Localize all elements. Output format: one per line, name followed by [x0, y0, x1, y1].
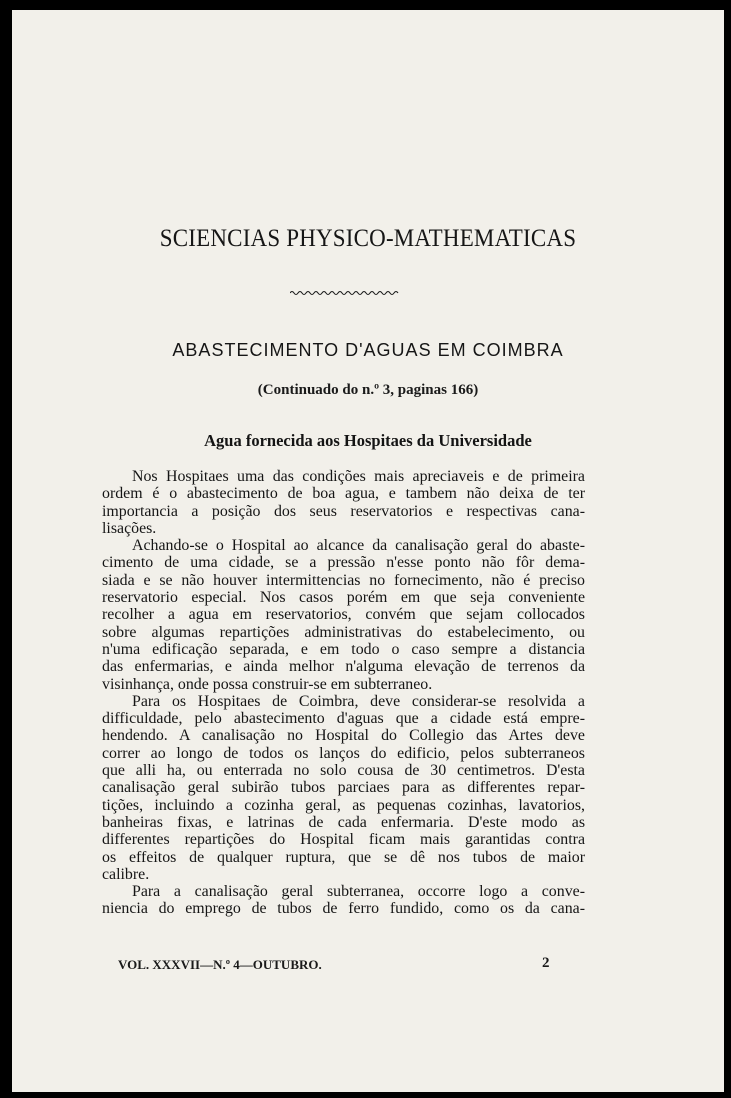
volume-footer: VOL. XXXVII—N.º 4—OUTUBRO. — [118, 957, 322, 972]
body-line: tições, incluindo a cozinha geral, as pequenas cozinhas, lavatorios, — [102, 796, 585, 814]
article-title: ABASTECIMENTO D'AGUAS EM COIMBRA — [172, 340, 564, 360]
body-line: hendendo. A canalisação no Hospital do Collegio das Artes deve — [102, 727, 585, 745]
body-line: banheiras fixas, e latrinas de cada enfermaria. D'este modo as — [102, 813, 585, 831]
body-line: canalisação geral subirão tubos parciaes para as differentes repar- — [102, 779, 585, 797]
body-line: importancia a posição dos seus reservatorios e respectivas cana- — [102, 502, 585, 520]
body-line: differentes repartições do Hospital ficam mais garantidas contra — [102, 831, 585, 849]
section-title: SCIENCIAS PHYSICO-MATHEMATICAS — [159, 225, 577, 252]
body-line: Para a canalisação geral subterranea, occorre logo a conve- — [132, 883, 585, 901]
body-line: visinhança, onde possa construir-se em subterraneo. — [102, 675, 433, 693]
body-line: recolher a agua em reservatorios, convém que sejam collocados — [102, 606, 585, 624]
body-line: cimento de uma cidade, se a pressão n'esse ponto não fôr dema- — [102, 554, 585, 572]
article-body — [102, 468, 585, 918]
body-line: n'uma edificação separada, e em todo o caso sempre a distancia — [102, 640, 585, 658]
body-line: sobre algumas repartições administrativas do estabelecimento, ou — [102, 623, 585, 641]
continuation-note: (Continuado do n.º 3, paginas 166) — [257, 382, 479, 398]
body-line: Para os Hospitaes de Coimbra, deve considerar-se resolvida a — [132, 692, 585, 710]
body-line: Achando-se o Hospital ao alcance da canalisação geral do abaste- — [132, 537, 585, 555]
body-line: difficuldade, pelo abastecimento d'aguas que a cidade está empre- — [102, 710, 585, 728]
document-page — [12, 10, 724, 1092]
body-line: Nos Hospitaes uma das condições mais apreciaveis e de primeira — [132, 468, 585, 485]
article-subheading: Agua fornecida aos Hospitaes da Universidade — [204, 431, 532, 450]
ornamental-rule — [290, 289, 400, 297]
body-line: correr ao longo de todos os lanços do edificio, pelos subterraneos — [102, 744, 585, 762]
body-line: que alli ha, ou enterrada no solo cousa de 30 centimetros. D'esta — [102, 762, 585, 780]
body-line: lisações. — [102, 519, 157, 537]
page-number: 2 — [542, 955, 550, 971]
body-line: ordem é o abastecimento de boa agua, e tambem não deixa de ter — [102, 485, 585, 503]
body-line: os effeitos de qualquer ruptura, que se dê nos tubos de maior — [102, 848, 585, 866]
body-line: reservatorio especial. Nos casos porém em que seja conveniente — [102, 589, 585, 607]
body-line: calibre. — [102, 865, 150, 883]
body-line: niencia do emprego de tubos de ferro fundido, como os da cana- — [102, 900, 585, 918]
body-line: siada e se não houver intermittencias no fornecimento, não é preciso — [102, 571, 585, 589]
body-line: das enfermarias, e ainda melhor n'alguma elevação de terrenos da — [102, 658, 585, 676]
